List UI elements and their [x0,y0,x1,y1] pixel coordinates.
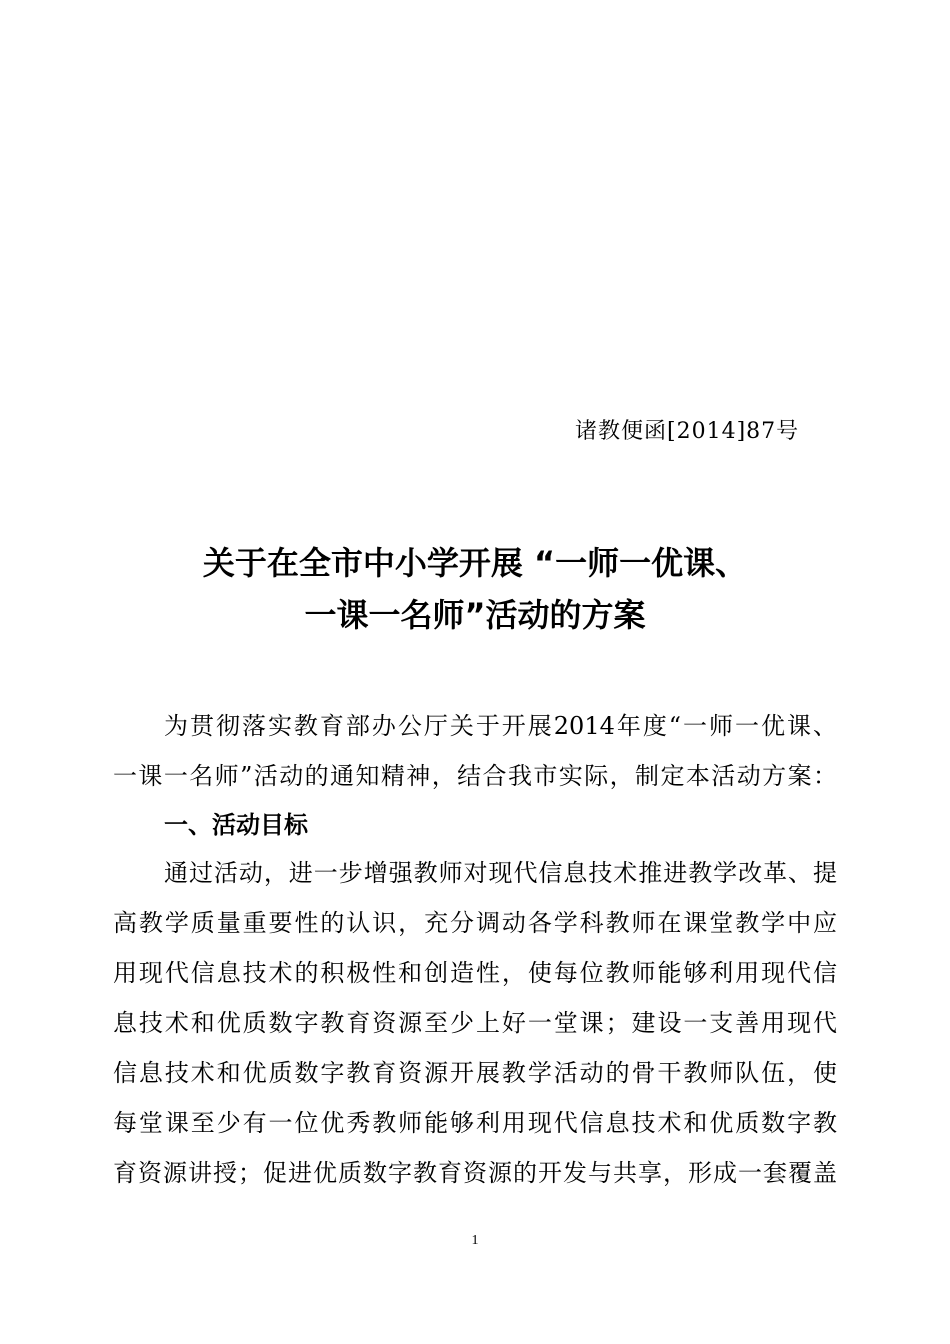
paragraph-line-6: 每堂课至少有一位优秀教师能够利用现代信息技术和优质数字教 [113,1109,837,1137]
paragraph-line-4: 息技术和优质数字教育资源至少上好一堂课；建设一支善用现代 [113,1009,837,1037]
page-number: 1 [471,1233,479,1248]
section-heading: 一、活动目标 [164,811,308,839]
intro-line-2: 一课一名师”活动的通知精神，结合我市实际，制定本活动方案： [113,762,837,790]
title-line-2: 一课一名师”活动的方案 [304,596,646,634]
paragraph-line-7: 育资源讲授；促进优质数字教育资源的开发与共享，形成一套覆盖 [113,1159,837,1187]
paragraph-line-2: 高教学质量重要性的认识，充分调动各学科教师在课堂教学中应 [113,909,837,937]
paragraph-line-3: 用现代信息技术的积极性和创造性，使每位教师能够利用现代信 [113,959,837,987]
paragraph-line-5: 信息技术和优质数字教育资源开展教学活动的骨干教师队伍，使 [113,1059,837,1087]
intro-line-1: 为贯彻落实教育部办公厅关于开展2014年度“一师一优课、 [164,712,837,740]
title-line-1: 关于在全市中小学开展 “一师一优课、 [202,544,748,582]
paragraph-line-1: 通过活动，进一步增强教师对现代信息技术推进教学改革、提 [164,859,837,887]
document-number: 诸教便函[2014]87号 [575,419,800,444]
